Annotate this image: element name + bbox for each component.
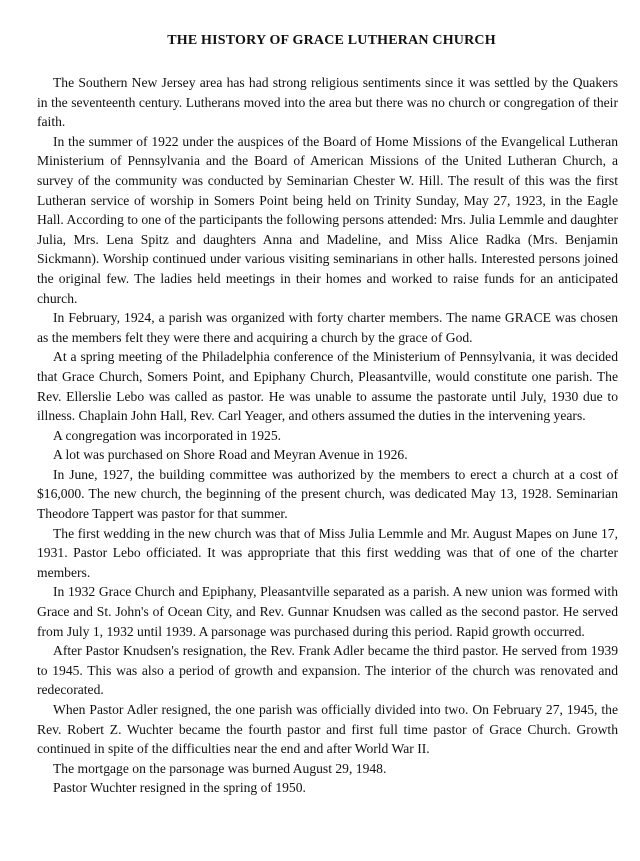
paragraph-1: The Southern New Jersey area has had strong religious sentiments since it was settled by the Quakers in the seventeenth century. Lutherans moved into the area but there was no church or congregation of their faith.	[37, 75, 618, 130]
paragraph-7: In June, 1927, the building committee was authorized by the members to erect a church at a cost of $16,000. The new church, the beginning of the present church, was dedicated May 13, 1928. Seminarian Theodore Tappert was pastor for that summer.	[37, 466, 618, 522]
paragraph-8: The first wedding in the new church was that of Miss Julia Lemmle and Mr. August Mapes on June 17, 1931. Pastor Lebo officiated. It was appropriate that this first wedding was that of one of the charter members.	[37, 525, 618, 580]
paragraph-11: When Pastor Adler resigned, the one parish was officially divided into two. On February 27, 1945, the Rev. Robert Z. Wuchter became the fourth pastor and first full time pastor of Grace Church. Growth continued in spite of the difficulties near the end and after World War II.	[37, 702, 618, 757]
paragraph-5: A congregation was incorporated in 1925.	[53, 427, 282, 443]
paragraph-2: In the summer of 1922 under the auspices of the Board of Home Missions of the Evangelical Lutheran Ministerium of Pennsylvania and the Board of American Missions of the United Lutheran Church, a survey of the community was conducted by Seminarian Chester W. Hill. The result of this was the first Lutheran service of worship in Somers Point being held on Trinity Sunday, May 27, 1923, in the Eagle Hall. According to one of the participants the following persons attended: Mrs. Julia Lemmle and daughter Julia, Mrs. Lena Spitz and daughters Anna and Madeline, and Miss Alice Radka (Mrs. Benjamin Sickmann). Worship continued under various visiting seminarians in other halls. Interested persons joined the original few. The ladies held meetings in their homes and worked to raise funds for an anticipated church.	[37, 133, 618, 306]
page-title: THE HISTORY OF GRACE LUTHERAN CHURCH	[167, 33, 496, 48]
paragraph-12: The mortgage on the parsonage was burned August 29, 1948.	[53, 760, 387, 776]
paragraph-3: In February, 1924, a parish was organized with forty charter members. The name GRACE was chosen as the members felt they were there and acquiring a church by the grace of God.	[37, 310, 618, 345]
paragraph-4: At a spring meeting of the Philadelphia conference of the Ministerium of Pennsylvania, it was decided that Grace Church, Somers Point, and Epiphany Church, Pleasantville, would constitute one parish. The Rev. Ellerslie Lebo was called as pastor. He was unable to assume the pastorate until July, 1930 due to illness. Chaplain John Hall, Rev. Carl Yeager, and others assumed the duties in the intervening years.	[37, 349, 618, 424]
paragraph-10: After Pastor Knudsen's resignation, the Rev. Frank Adler became the third pastor. He served from 1939 to 1945. This was also a period of growth and expansion. The interior of the church was renovated and redecorated.	[37, 643, 618, 698]
paragraph-9: In 1932 Grace Church and Epiphany, Pleasantville separated as a parish. A new union was formed with Grace and St. John's of Ocean City, and Rev. Gunnar Knudsen was called as the second pastor. He served from July 1, 1932 until 1939. A parsonage was purchased during this period. Rapid growth occurred.	[37, 584, 618, 639]
paragraph-6: A lot was purchased on Shore Road and Meyran Avenue in 1926.	[53, 447, 408, 463]
body-text	[37, 73, 618, 798]
paragraph-13: Pastor Wuchter resigned in the spring of 1950.	[53, 780, 306, 796]
